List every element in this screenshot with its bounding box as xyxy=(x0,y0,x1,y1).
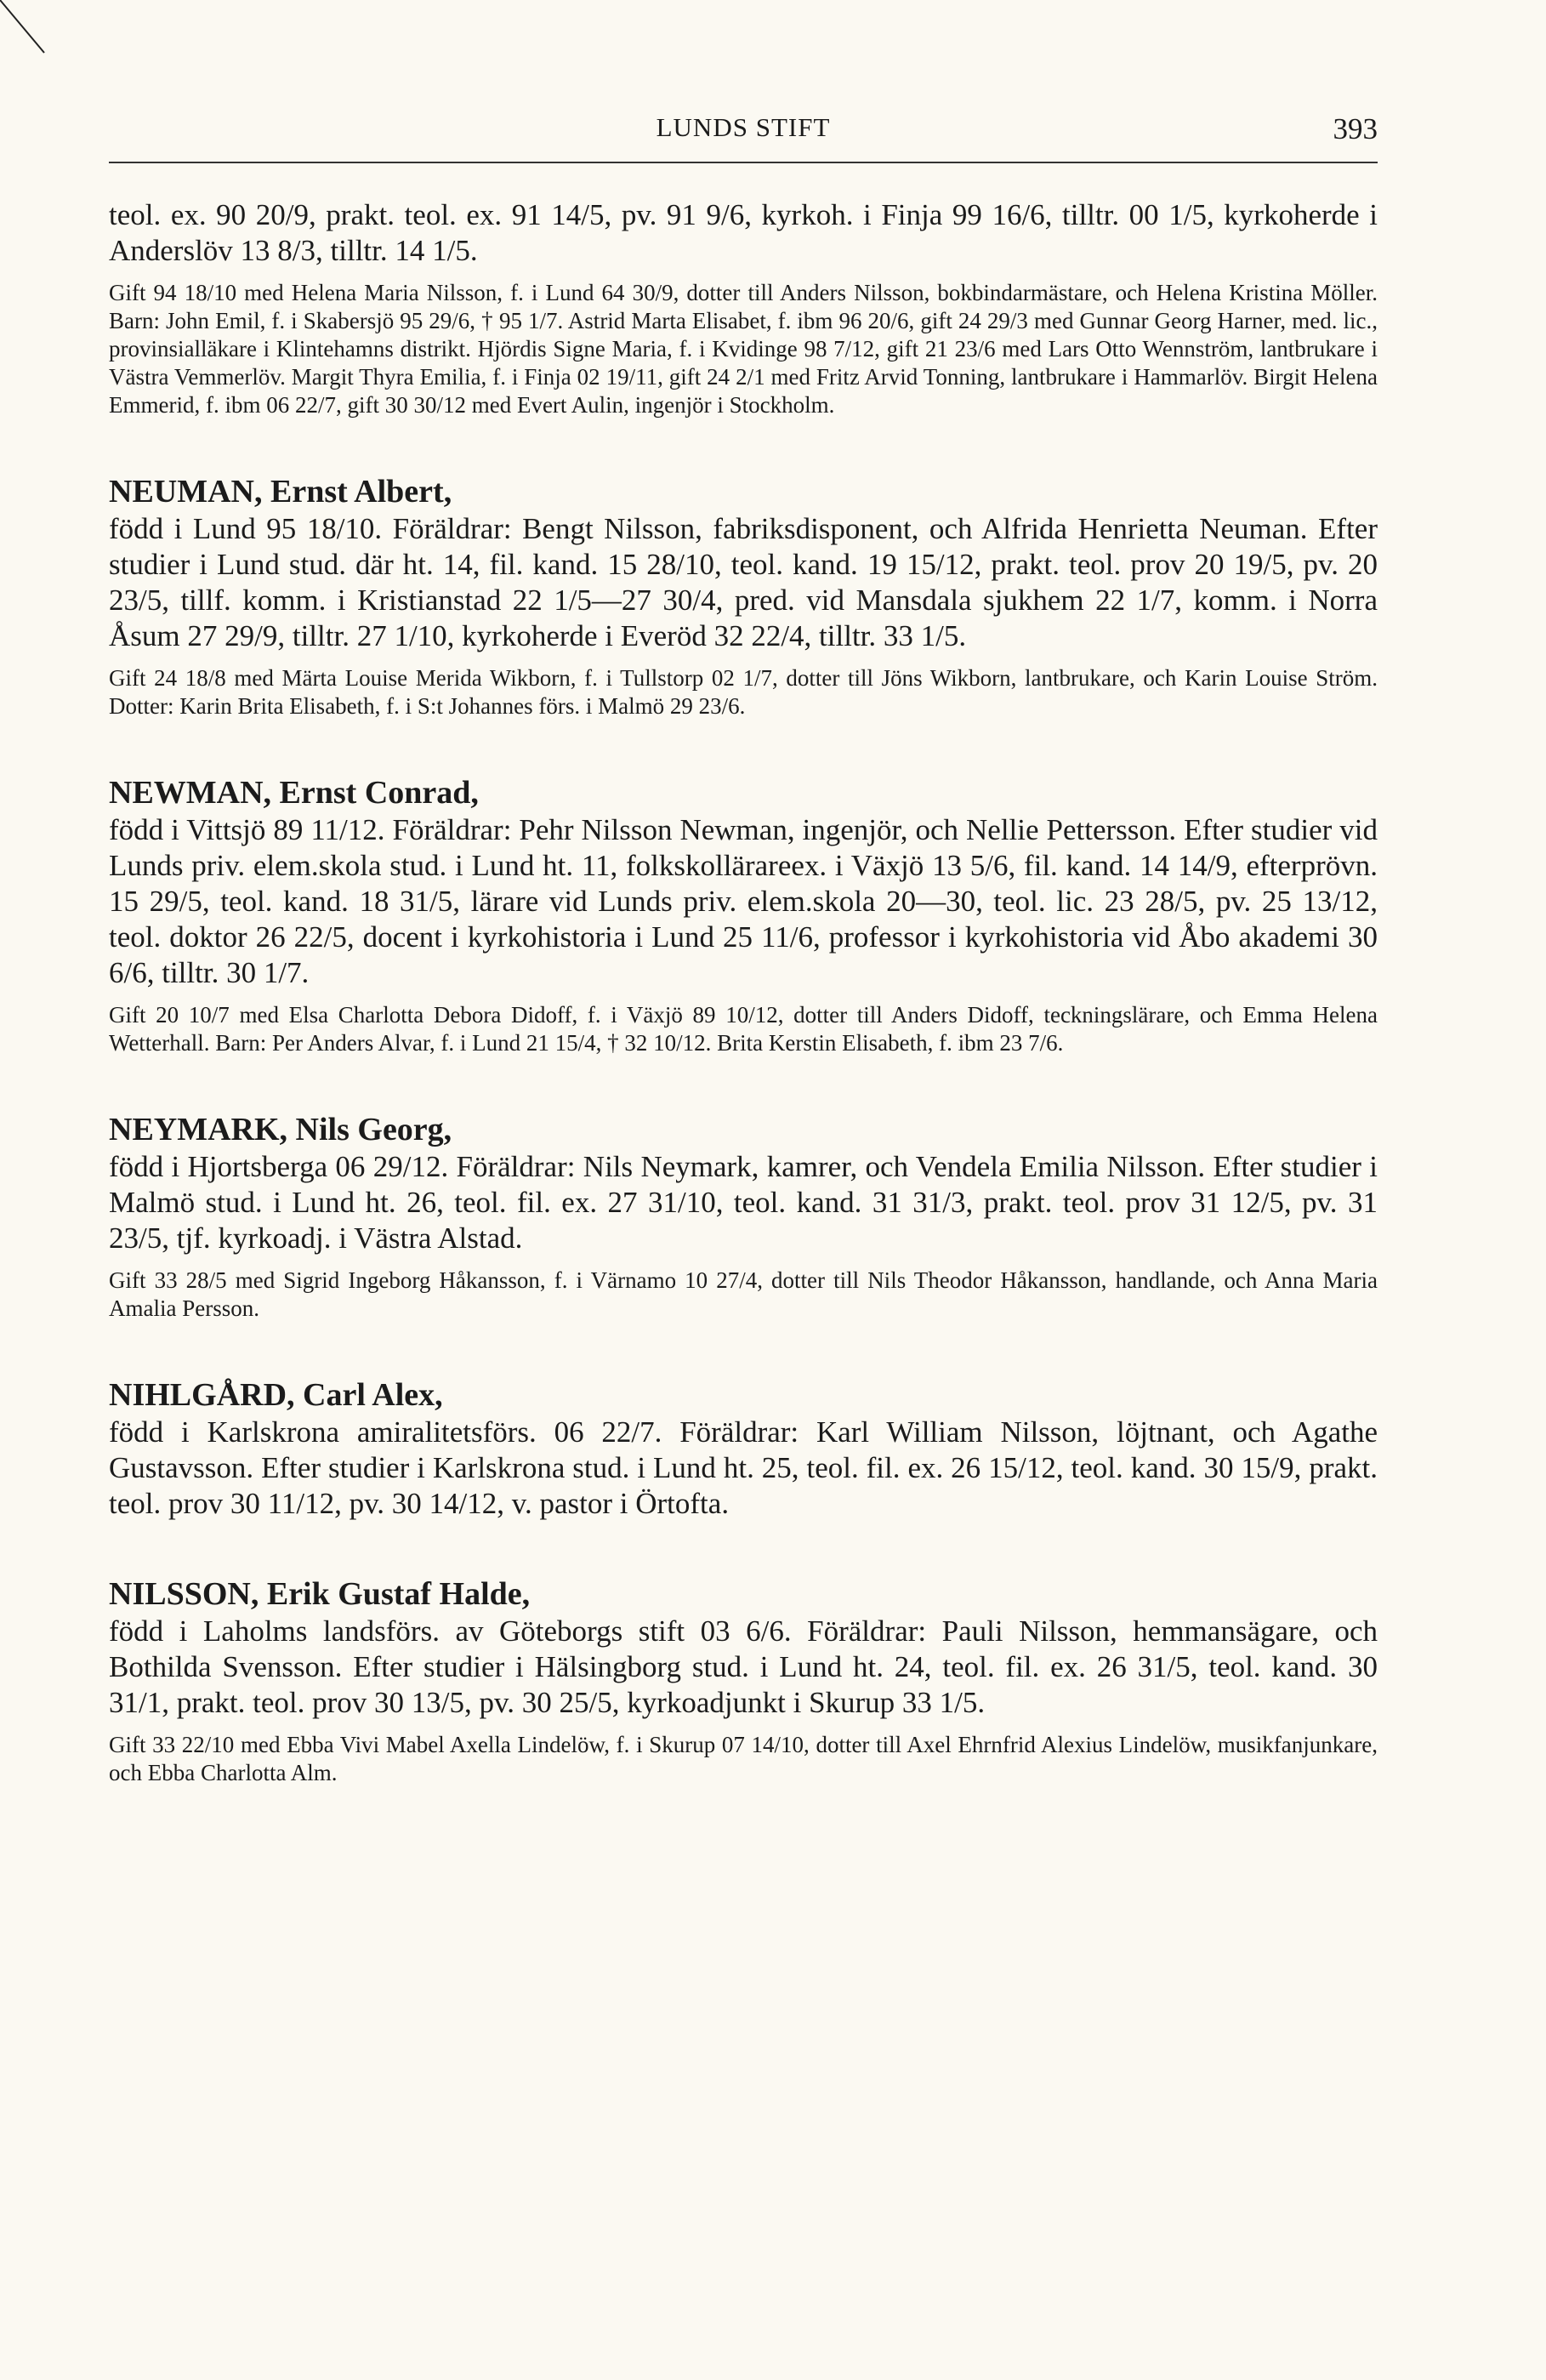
entry-career-text: född i Karlskrona amiralitetsförs. 06 22/7. Föräldrar: Karl William Nilsson, löjtnant, och Agathe Gustavsson. Efter studier i Karlskrona stud. i Lund ht. 25, teol. fil. ex. 26 15/12, teol. kand. 30 15/9, prakt. teol. prov 30 11/12, pv. 30 14/12, v. pastor i Örtofta. xyxy=(109,1415,1378,1520)
entry-newman xyxy=(109,773,1378,1057)
entry-career-text: teol. ex. 90 20/9, prakt. teol. ex. 91 14/5, pv. 91 9/6, kyrkoh. i Finja 99 16/6, tilltr. 00 1/5, kyrkoherde i Anderslöv 13 8/3, tilltr. 14 1/5. xyxy=(109,198,1378,267)
entry-career-text: född i Hjortsberga 06 29/12. Föräldrar: Nils Neymark, kamrer, och Vendela Emilia Nilsson. Efter studier i Malmö stud. i Lund ht. 26, teol. fil. ex. 27 31/10, teol. kand. 31 31/3, prakt. teol. prov 31 12/5, pv. 31 23/5, tjf. kyrkoadj. i Västra Alstad. xyxy=(109,1150,1378,1255)
entry-nihlgard xyxy=(109,1375,1378,1522)
entry-family-text: Gift 94 18/10 med Helena Maria Nilsson, f. i Lund 64 30/9, dotter till Anders Nilsson, bokbindarmästare, och Helena Kristina Möller. Barn: John Emil, f. i Skabersjö 95 29/6, † 95 1/7. Astrid Marta Elisabet, f. ibm 96 20/6, gift 24 29/3 med Gunnar Georg Harner, med. lic., provinsialläkare i Klintehamns distrikt. Hjördis Signe Maria, f. i Kvidinge 98 7/12, gift 21 23/6 med Lars Otto Wennström, lantbrukare i Västra Vemmerlöv. Margit Thyra Emilia, f. i Finja 02 19/11, gift 24 2/1 med Fritz Arvid Tonning, lantbrukare i Hammarlöv. Birgit Helena Emmerid, f. ibm 06 22/7, gift 30 30/12 med Evert Aulin, ingenjör i Stockholm. xyxy=(109,280,1378,418)
entry-neuman xyxy=(109,472,1378,720)
corner-fold-mark xyxy=(0,0,51,60)
continued-entry xyxy=(109,197,1378,419)
entry-heading: NILSSON, Erik Gustaf Halde, xyxy=(109,1576,531,1612)
entry-nilsson xyxy=(109,1574,1378,1787)
entry-heading: NEWMAN, Ernst Conrad, xyxy=(109,775,479,811)
entry-family-text: Gift 20 10/7 med Elsa Charlotta Debora Didoff, f. i Växjö 89 10/12, dotter till Anders Didoff, teckningslärare, och Emma Helena Wetterhall. Barn: Per Anders Alvar, f. i Lund 21 15/4, † 32 10/12. Brita Kerstin Elisabeth, f. ibm 23 7/6. xyxy=(109,1002,1378,1056)
entry-neymark xyxy=(109,1110,1378,1323)
entry-career-text: född i Vittsjö 89 11/12. Föräldrar: Pehr Nilsson Newman, ingenjör, och Nellie Pettersson. Efter studier vid Lunds priv. elem.skola stud. i Lund ht. 11, folkskollärareex. i Växjö 13 5/6, fil. kand. 14 14/9, efterprövn. 15 29/5, teol. kand. 18 31/5, lärare vid Lunds priv. elem.skola 20—30, teol. lic. 23 28/5, pv. 25 13/12, teol. doktor 26 22/5, docent i kyrkohistoria i Lund 25 11/6, professor i kyrkohistoria vid Åbo akademi 30 6/6, tilltr. 30 1/7. xyxy=(109,813,1378,989)
entry-family-text: Gift 33 28/5 med Sigrid Ingeborg Håkansson, f. i Värnamo 10 27/4, dotter till Nils Theodor Håkansson, handlande, och Anna Maria Amalia Persson. xyxy=(109,1267,1378,1321)
page-body xyxy=(109,197,1378,1787)
entry-career-text: född i Laholms landsförs. av Göteborgs stift 03 6/6. Föräldrar: Pauli Nilsson, hemmansägare, och Bothilda Svensson. Efter studier i Hälsingborg stud. i Lund ht. 24, teol. fil. ex. 26 31/5, teol. kand. 30 31/1, prakt. teol. prov 30 13/5, pv. 30 25/5, kyrkoadjunkt i Skurup 33 1/5. xyxy=(109,1614,1378,1719)
entry-heading: NEYMARK, Nils Georg, xyxy=(109,1112,452,1147)
running-title: LUNDS STIFT xyxy=(656,112,831,142)
running-header xyxy=(109,112,1378,163)
entry-career-text: född i Lund 95 18/10. Föräldrar: Bengt Nilsson, fabriksdisponent, och Alfrida Henrietta Neuman. Efter studier i Lund stud. där ht. 14, fil. kand. 15 28/10, teol. kand. 19 15/12, prakt. teol. prov 20 19/5, pv. 20 23/5, tillf. komm. i Kristianstad 22 1/5—27 30/4, pred. vid Mansdala sjukhem 22 1/7, komm. i Norra Åsum 27 29/9, tilltr. 27 1/10, kyrkoherde i Everöd 32 22/4, tilltr. 33 1/5. xyxy=(109,512,1378,652)
header-rule xyxy=(109,162,1378,163)
entry-family-text: Gift 33 22/10 med Ebba Vivi Mabel Axella Lindelöw, f. i Skurup 07 14/10, dotter till Axel Ehrnfrid Alexius Lindelöw, musikfanjunkare, och Ebba Charlotta Alm. xyxy=(109,1732,1378,1785)
entry-family-text: Gift 24 18/8 med Märta Louise Merida Wikborn, f. i Tullstorp 02 1/7, dotter till Jöns Wikborn, lantbrukare, och Karin Louise Ström. Dotter: Karin Brita Elisabeth, f. i S:t Johannes förs. i Malmö 29 23/6. xyxy=(109,665,1378,719)
entry-heading: NEUMAN, Ernst Albert, xyxy=(109,474,452,510)
entry-heading: NIHLGÅRD, Carl Alex, xyxy=(109,1377,443,1413)
page-number: 393 xyxy=(1333,112,1378,145)
